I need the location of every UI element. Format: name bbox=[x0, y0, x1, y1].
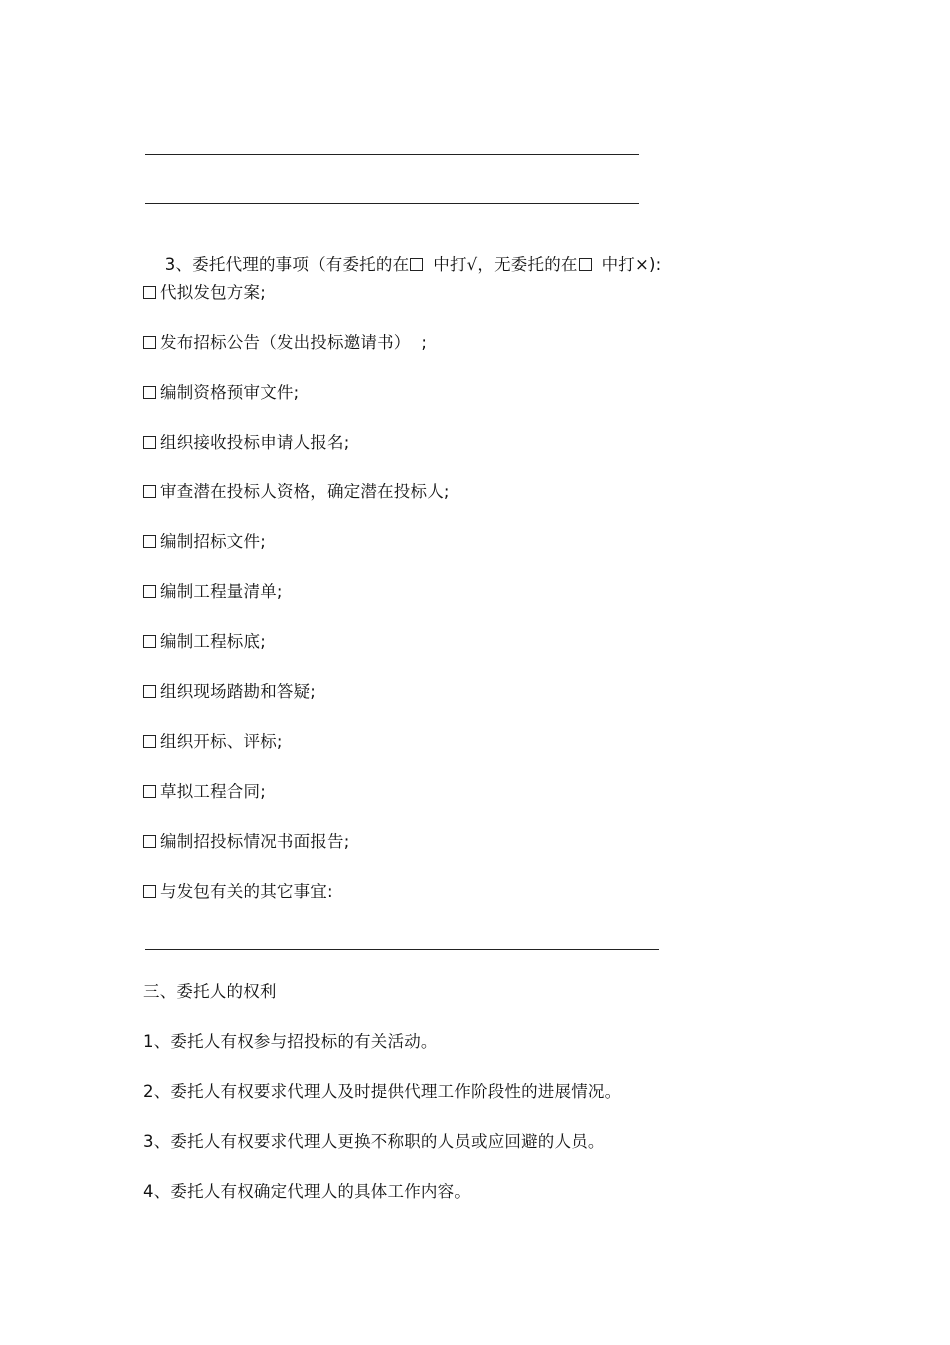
checkbox-icon[interactable] bbox=[143, 735, 156, 748]
checklist-item[interactable] bbox=[143, 831, 349, 853]
checklist-item[interactable] bbox=[143, 531, 266, 553]
checkbox-icon[interactable] bbox=[143, 535, 156, 548]
item3-middle: 中打√，无委托的在 bbox=[433, 255, 578, 274]
checkbox-icon[interactable] bbox=[143, 336, 156, 349]
checklist-item[interactable] bbox=[143, 481, 450, 503]
checklist-label: 组织开标、评标; bbox=[160, 732, 283, 751]
checklist-item[interactable] bbox=[143, 282, 266, 304]
checkbox-icon[interactable] bbox=[143, 436, 156, 449]
section-three-item: 1、委托人有权参与招投标的有关活动。 bbox=[143, 1032, 438, 1051]
checkbox-icon[interactable] bbox=[143, 785, 156, 798]
checkbox-icon[interactable] bbox=[143, 485, 156, 498]
checklist-label: 编制招投标情况书面报告; bbox=[160, 832, 350, 851]
checklist-item[interactable] bbox=[143, 432, 349, 454]
blank-line-other-matters[interactable] bbox=[145, 949, 659, 950]
checkbox-icon[interactable] bbox=[143, 835, 156, 848]
section-three-heading: 三、委托人的权利 bbox=[143, 982, 277, 1001]
checklist-label: 组织现场踏勘和答疑; bbox=[160, 682, 317, 701]
checklist-label: 编制工程标底; bbox=[160, 632, 266, 651]
item3-suffix: 中打×): bbox=[601, 255, 662, 274]
checkbox-icon[interactable] bbox=[143, 386, 156, 399]
checklist-item[interactable] bbox=[143, 581, 283, 603]
checklist-label: 编制工程量清单; bbox=[160, 582, 283, 601]
checklist-item[interactable] bbox=[143, 332, 427, 354]
checklist-label: 编制资格预审文件; bbox=[160, 383, 300, 402]
checklist-item[interactable] bbox=[143, 631, 266, 653]
checkbox-icon bbox=[410, 258, 423, 271]
blank-line-2 bbox=[145, 203, 639, 204]
checkbox-icon[interactable] bbox=[143, 286, 156, 299]
checklist-label: 代拟发包方案; bbox=[160, 283, 266, 302]
checkbox-icon[interactable] bbox=[143, 685, 156, 698]
checkbox-icon[interactable] bbox=[143, 635, 156, 648]
section-three-item: 4、委托人有权确定代理人的具体工作内容。 bbox=[143, 1182, 471, 1201]
checkbox-icon bbox=[579, 258, 592, 271]
blank-line-1 bbox=[145, 154, 639, 155]
checklist-label: 编制招标文件; bbox=[160, 532, 266, 551]
checkbox-icon[interactable] bbox=[143, 585, 156, 598]
checklist-item[interactable] bbox=[143, 781, 266, 803]
item3-prefix: 3、委托代理的事项（有委托的在 bbox=[164, 255, 410, 274]
checklist-label: 审查潜在投标人资格，确定潜在投标人; bbox=[160, 482, 450, 501]
checkbox-icon[interactable] bbox=[143, 885, 156, 898]
checklist-label: 发布招标公告（发出投标邀请书） ; bbox=[160, 333, 428, 352]
checklist-label: 草拟工程合同; bbox=[160, 782, 266, 801]
checklist-label: 与发包有关的其它事宜: bbox=[160, 882, 333, 901]
section-three-item: 2、委托人有权要求代理人及时提供代理工作阶段性的进展情况。 bbox=[143, 1082, 622, 1101]
checklist-label: 组织接收投标申请人报名; bbox=[160, 433, 350, 452]
checklist-item[interactable] bbox=[143, 382, 299, 404]
section-three-item: 3、委托人有权要求代理人更换不称职的人员或应回避的人员。 bbox=[143, 1132, 605, 1151]
checklist-item[interactable] bbox=[143, 681, 316, 703]
checklist-item[interactable] bbox=[143, 731, 283, 753]
checklist-item[interactable] bbox=[143, 881, 333, 903]
